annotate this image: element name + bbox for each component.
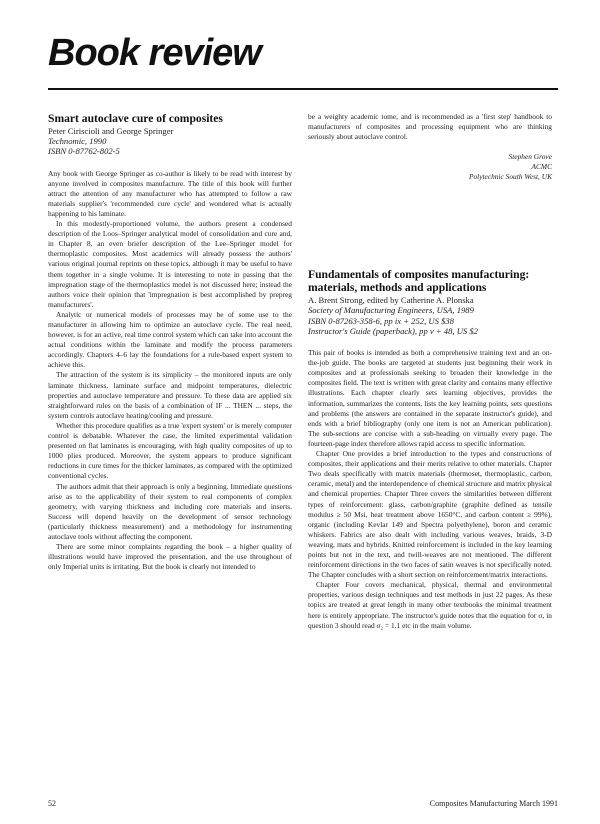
review-paragraph: The authors admit that their approach is only a beginning. Immediate questions arise as to the applicability of their system to real components of complex geometry, with varying thickness and including core materials and inserts. Success will depend heavily on the development of sensor technology (particularly thickness measurement) and a methodology for instrumenting autoclave tools without affecting the component.: [48, 481, 292, 541]
review-paragraph: Any book with George Springer as co-author is likely to be read with interest by anyone involved in composites manufacture. The title of this book will further attract the attention of any manufacturer who has attempted to follow a raw materials supplier's 'recommended cure cycle' and wondered what is actually happening to his laminate.: [48, 168, 292, 218]
review-paragraph-continued: be a weighty academic tome, and is recommended as a 'first step' handbook to manufacturers of composites and processing equipment who are thinking seriously about autoclave control.: [308, 112, 552, 142]
book-publisher: Society of Manufacturing Engineers, USA, 1989: [308, 305, 474, 316]
section-title: Book review: [48, 32, 261, 74]
book-isbn: ISBN 0-87263-358-6, pp ix + 252, US $38: [308, 315, 454, 326]
page-number: 52: [48, 799, 56, 808]
book-isbn: ISBN 0-87762-802-5: [48, 146, 120, 157]
review-paragraph: There are some minor complaints regarding the book – a higher quality of illustrations would have improved the presentation, and the use throughout of only Imperial units is irritating. But the book is clearly not intended to: [48, 542, 292, 572]
column-spacer: [308, 182, 552, 268]
masthead: [48, 20, 558, 90]
review-paragraph: Chapter Four covers mechanical, physical, thermal and environmental properties, various design techniques and test methods in just 22 pages. As these topics are treated at great length in many other textbooks the minimal treatment here is entirely appropriate. The instructor's guide notes that the equation for σ, in question 3 should read σ₂ = 1.1 etc in the main volume.: [308, 580, 552, 630]
review-paragraph: The attraction of the system is its simplicity – the monitored inputs are only laminate thickness, laminate surface and midpoint temperatures, dielectric properties and autoclave temperature and pressure. To these data are applied six straightforward rules on the basis of a combination of IF ... THEN ... steps, the system controls autoclave heating/cooling and pressure.: [48, 370, 292, 420]
left-column: [48, 112, 292, 572]
review-paragraph: This pair of books is intended as both a comprehensive training text and an on-the-job guide. The books are targeted at students just beginning their work in composites and at professionals seeking to broaden their knowledge in the composites field. The text is written with great clarity and contains many effective illustrations. Each chapter clearly sets learning objectives, provides the information, summarizes the contents, lists the key learning points, sets questions and problems (the answers are contained in the separate instructor's guide), and ends with a brief bibliography (only one item is not an American publication). The sub-sections are concise with a sub-heading on virtually every page. The fourteen-page index therefore allows rapid access to specific information.: [308, 348, 552, 448]
review-meta: [308, 295, 552, 336]
review-title: Fundamentals of composites manufacturing: materials, methods and applications: [308, 268, 530, 295]
reviewer-name: Stephen Grove: [508, 152, 552, 162]
reviewer-signature: [308, 152, 552, 182]
book-authors: Peter Ciriscioli and George Springer: [48, 126, 174, 136]
review-paragraph: Analytic or numerical models of processes may be of some use to the manufacturer in allowing him to optimize an autoclave cycle. The real need, however, is for an active, real time control system which can take into account the actual conditions within the laminate and modify the process parameters accordingly. Chapters 4–6 lay the foundations for a rule-based expert system to achieve this.: [48, 309, 292, 370]
review-paragraph: Chapter One provides a brief introduction to the types and constructions of composites, their applications and their merits relative to other materials. Chapter Two deals specifically with matrix materials (thermoset, thermoplastic, carbon, ceramic, metal) and the interdependence of chemical structure and matrix physical and chemical properties. Chapter Three covers the similarities between different types of reinforcement: glass, carbon/graphite (graphite defined as tensile modulus ≥ 50 Msi, heat treatment above 1650°C, and carbon content ≥ 99%), organic (including Kevlar 149 and Spectra polyethylene), boron and ceramic whiskers. Fabrics are also dealt with including various weaves, braids, 3-D weaving, mats and hybrids. Knitted reinforcement is included in the key learning points but not in the text, and twill-weaves are not mentioned. The different reinforcement directions in the two faces of satin weaves is not specifically noted. The Chapter concludes with a short section on reinforcement/matrix interactions.: [308, 449, 552, 580]
book-guide: Instructor's Guide (paperback), pp v + 48, US $2: [308, 325, 478, 336]
review-paragraph: Whether this procedure qualifies as a true 'expert system' or is merely computer control is debatable. Whatever the case, the limited experimental validation presented on flat laminates is encouraging, with high quality composites of up to 1000 plies produced. Moreover, the system appears to produce significant reductions in cure times for the thicker laminates, as compared with the optimized conventional cycles.: [48, 420, 292, 481]
right-column: [308, 112, 552, 631]
review-paragraph: In this modestly-proportioned volume, the authors present a condensed description of the Loos–Springer analytical model of consolidation and cure and, in Chapter 8, an even briefer description of the Lee–Springer model for thermoplastic composites. Most academics will already possess the authors' various original journal reprints on these topics, although it may be useful to have them together in a single volume. It is interesting to note in passing that the impregnation stage of the thermoplastics model is not discussed here; instead the authors voice their opinion that 'impregnation is best accomplished by prepreg manufacturers'.: [48, 219, 292, 309]
book-publisher: Technomic, 1990: [48, 136, 107, 147]
review-meta: [48, 126, 292, 157]
journal-name: Composites Manufacturing March 1991: [429, 799, 558, 808]
book-authors: A. Brent Strong, edited by Catherine A. Plonska: [308, 295, 474, 306]
reviewer-org: ACMC: [531, 162, 552, 172]
reviewer-affiliation: Polytechnic South West, UK: [468, 172, 552, 182]
review-title: Smart autoclave cure of composites: [48, 112, 223, 125]
